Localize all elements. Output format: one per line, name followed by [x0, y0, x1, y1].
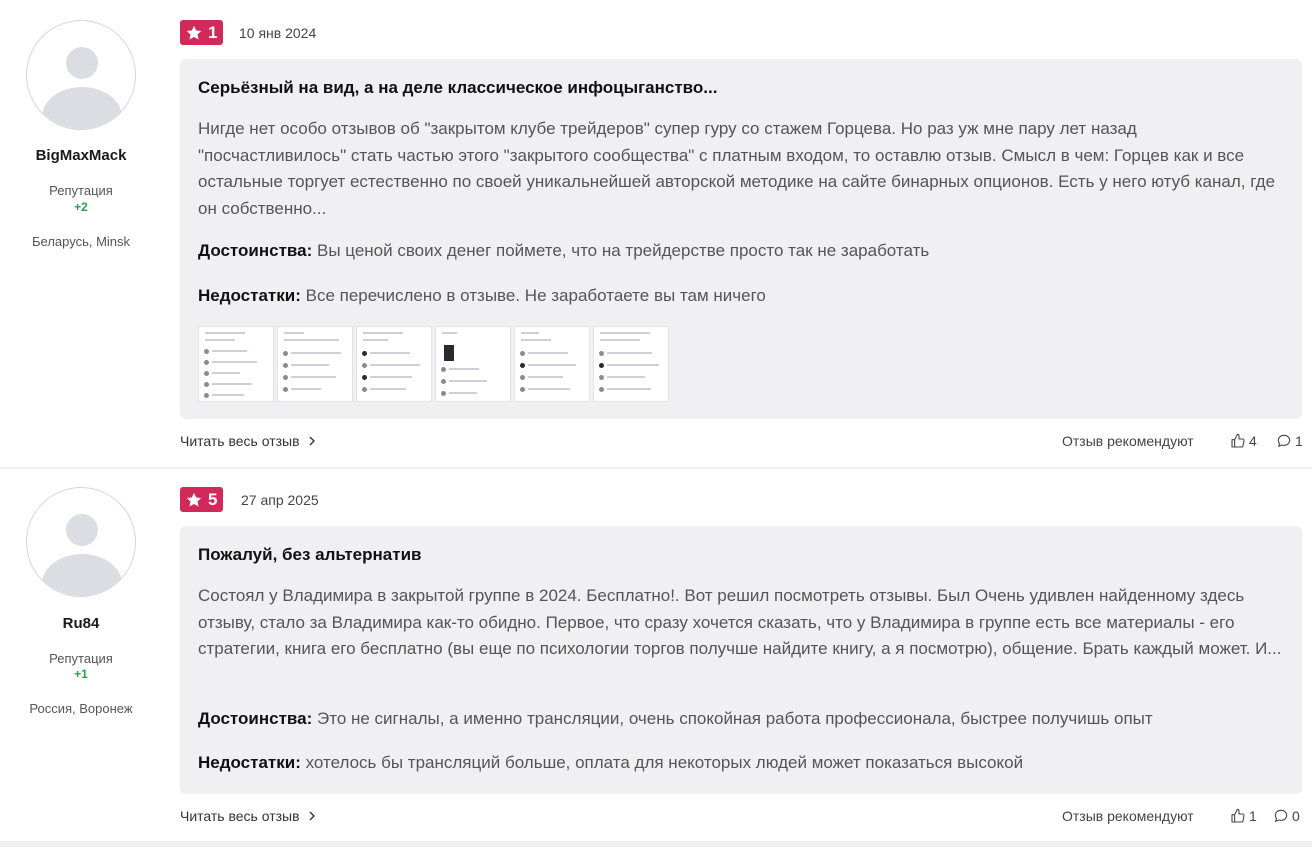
cons-text: Все перечислено в отзыве. Не заработаете вы там ничего — [305, 286, 766, 305]
review-cons — [198, 753, 1023, 773]
review-cons — [198, 286, 766, 306]
review-date: 27 апр 2025 — [241, 492, 319, 508]
review-pros — [198, 709, 1153, 729]
thumbs-up-icon — [1230, 808, 1246, 824]
review-card — [0, 469, 1312, 841]
review-photo[interactable] — [593, 326, 669, 402]
review-photo[interactable] — [198, 326, 274, 402]
review-photo[interactable] — [356, 326, 432, 402]
review-title[interactable]: Серьёзный на вид, а на деле классическое инфоцыганство... — [198, 78, 718, 97]
cons-label: Недостатки: — [198, 286, 301, 305]
rating-value: 1 — [208, 22, 218, 42]
recommend-label: Отзыв рекомендуют — [1062, 808, 1194, 824]
review-text: Нигде нет особо отзывов об "закрытом клубе трейдеров" супер гуру со стажем Горцева. Но раз уж мне пару лет назад "посчастливилось" стать частью этого "закрытого сообщества" с платным входом, то оставлю отзыв. Смысл в чем: Горцев как и все остальные торгует естественно по своей уникальнейшей авторской методике на сайте бинарных опционов. Есть у него ютуб канал, где он собственно... — [198, 119, 1276, 218]
comments-button[interactable] — [1276, 433, 1303, 449]
review-photo[interactable] — [277, 326, 353, 402]
avatar-placeholder-icon — [66, 47, 98, 79]
review-date: 10 янв 2024 — [239, 25, 317, 41]
like-button[interactable] — [1230, 433, 1257, 449]
reputation-label: Репутация — [49, 651, 113, 666]
chevron-right-icon — [308, 811, 316, 821]
review-photos — [198, 326, 669, 402]
author-location: Беларусь, Minsk — [31, 234, 131, 249]
read-more-label: Читать весь отзыв — [180, 808, 300, 824]
like-count: 1 — [1249, 808, 1257, 824]
reputation-value: +2 — [74, 200, 88, 214]
comment-icon — [1276, 433, 1292, 449]
review-content — [180, 526, 1302, 794]
avatar-placeholder-icon — [66, 514, 98, 546]
comment-count: 1 — [1295, 433, 1303, 449]
rating-value: 5 — [208, 489, 218, 509]
recommend-label: Отзыв рекомендуют — [1062, 433, 1194, 449]
comment-icon — [1273, 808, 1289, 824]
chevron-right-icon — [308, 436, 316, 446]
reputation-value: +1 — [74, 667, 88, 681]
pros-text: Это не сигналы, а именно трансляции, очень спокойная работа профессионала, быстрее получишь опыт — [317, 709, 1153, 728]
rating-badge — [180, 487, 223, 512]
cons-text: хотелось бы трансляций больше, оплата для некоторых людей может показаться высокой — [305, 753, 1024, 772]
author-location: Россия, Воронеж — [29, 701, 133, 716]
author-name[interactable]: Ru84 — [62, 615, 100, 632]
rating-badge — [180, 20, 223, 45]
review-pros — [198, 241, 929, 261]
read-full-review-link[interactable] — [180, 808, 316, 824]
cons-label: Недостатки: — [198, 753, 301, 772]
pros-text: Вы ценой своих денег поймете, что на трейдерстве просто так не заработать — [317, 241, 930, 260]
review-text: Состоял у Владимира в закрытой группе в 2024. Бесплатно!. Вот решил посмотреть отзывы. Был Очень удивлен найденному здесь отзыву, стало за Владимира как-то обидно. Первое, что сразу хочется сказать, что у Владимира в группе есть все материалы - его стратегии, книга его бесплатно (вы еще по психологии торгов получше найдите книгу, а я посмотрю), общение. Брать каждый может. И... — [198, 586, 1282, 658]
pros-label: Достоинства: — [198, 709, 313, 728]
like-button[interactable] — [1230, 808, 1257, 824]
avatar[interactable] — [26, 487, 136, 597]
reputation-label: Репутация — [49, 183, 113, 198]
comments-button[interactable] — [1273, 808, 1300, 824]
review-content — [180, 59, 1302, 419]
review-photo[interactable] — [435, 326, 511, 402]
review-title[interactable]: Пожалуй, без альтернатив — [198, 545, 422, 564]
comment-count: 0 — [1292, 808, 1300, 824]
avatar[interactable] — [26, 20, 136, 130]
review-photo[interactable] — [514, 326, 590, 402]
like-count: 4 — [1249, 433, 1257, 449]
read-more-label: Читать весь отзыв — [180, 433, 300, 449]
pros-label: Достоинства: — [198, 241, 313, 260]
read-full-review-link[interactable] — [180, 433, 316, 449]
author-name[interactable]: BigMaxMack — [35, 147, 127, 164]
star-icon — [185, 24, 203, 42]
star-icon — [185, 491, 203, 509]
thumbs-up-icon — [1230, 433, 1246, 449]
